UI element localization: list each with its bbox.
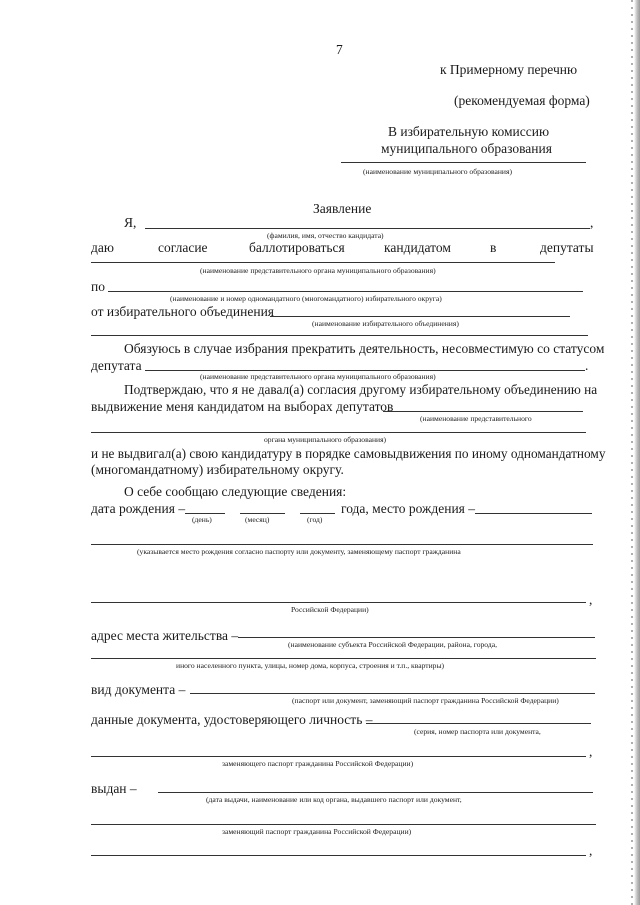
organ-hint: (наименование представительного органа муниципального образования) (200, 266, 436, 275)
issued-blank-2[interactable] (91, 824, 596, 825)
birthplace-hint-a: (указывается место рождения согласно паспорту или документу, заменяющему паспорт гражданина (137, 547, 461, 556)
addressee-hint: (наименование муниципального образования) (363, 167, 512, 176)
pledge-hint: (наименование представительного органа муниципального образования) (200, 372, 436, 381)
address-hint-a: (наименование субъекта Российской Федерации, района, города, (288, 640, 497, 649)
confirm-line-4: (многомандатному) избирательному округу. (91, 462, 344, 477)
form-title: Заявление (313, 201, 372, 216)
dob-year-blank[interactable] (300, 513, 335, 514)
association-label: от избирательного объединения (91, 304, 275, 319)
issued-hint-a: (дата выдачи, наименование или код органа, выдавшего паспорт или документ, (206, 795, 462, 804)
confirm-blank-2[interactable] (91, 432, 586, 433)
birthplace-blank-2[interactable] (91, 544, 593, 545)
organ-blank[interactable] (91, 262, 555, 263)
confirm-line-3: и не выдвигал(а) свою кандидатуру в порядке самовыдвижения по иному одномандатному (91, 446, 606, 461)
confirm-hint-a: (наименование представительного (420, 414, 532, 423)
dob-day-blank[interactable] (185, 513, 225, 514)
okrug-hint: (наименование и номер одномандатного (многомандатного) избирательного округа) (170, 294, 442, 303)
doc-type-blank[interactable] (190, 693, 595, 694)
okrug-blank[interactable] (108, 291, 583, 292)
address-hint-b: иного населенного пункта, улицы, номер дома, корпуса, строения и т.п., квартиры) (176, 661, 445, 670)
address-label: адрес места жительства – (91, 628, 239, 643)
birthplace-blank[interactable] (475, 513, 592, 514)
issued-comma: , (589, 843, 593, 858)
issued-blank[interactable] (158, 792, 593, 793)
scan-edge-dots (631, 0, 633, 905)
doc-data-blank[interactable] (366, 723, 591, 724)
about-intro: О себе сообщаю следующие сведения: (124, 484, 347, 499)
address-blank-2[interactable] (91, 658, 596, 659)
dob-label: дата рождения – (91, 501, 186, 516)
issued-label: выдан – (91, 781, 137, 796)
doc-data-hint-b: заменяющего паспорт гражданина Российской Федерации) (222, 759, 414, 768)
po-label: по (91, 279, 105, 294)
doc-type-hint: (паспорт или документ, заменяющий паспорт гражданина Российской Федерации) (292, 696, 559, 705)
pledge-line-1: Обязуюсь в случае избрания прекратить деятельность, несовместимую со статусом (124, 341, 605, 356)
consent-word: в (490, 240, 497, 255)
address-blank[interactable] (238, 637, 595, 638)
pledge-end: . (585, 358, 589, 373)
ya-label: Я, (124, 215, 137, 230)
association-blank[interactable] (270, 316, 570, 317)
pledge-blank[interactable] (145, 370, 585, 371)
birthplace-hint-b: Российской Федерации) (291, 605, 369, 614)
doc-data-label: данные документа, удостоверяющего личность – (91, 712, 373, 727)
year-hint: (год) (307, 515, 323, 524)
pledge-label: депутата (91, 358, 142, 373)
birthplace-label: года, место рождения – (341, 501, 476, 516)
scan-edge-shadow (634, 0, 640, 905)
consent-word: депутаты (540, 240, 594, 255)
confirm-line-2: выдвижение меня кандидатом на выборах депутатов (91, 399, 394, 414)
birthplace-blank-3[interactable] (91, 602, 586, 603)
fio-hint: (фамилия, имя, отчество кандидата) (267, 231, 384, 240)
association-hint: (наименование избирательного объединения) (312, 319, 459, 328)
doc-type-label: вид документа – (91, 682, 186, 697)
consent-word: даю (91, 240, 114, 255)
form-type: (рекомендуемая форма) (454, 93, 590, 108)
consent-word: баллотироваться (249, 240, 345, 255)
confirm-hint-b: органа муниципального образования) (264, 435, 387, 444)
confirm-blank[interactable] (383, 411, 583, 412)
doc-data-comma: , (589, 744, 593, 759)
addressee-line-1: В избирательную комиссию (388, 124, 550, 139)
page-number: 7 (336, 42, 343, 57)
birthplace-comma: , (589, 592, 593, 607)
day-hint: (день) (192, 515, 212, 524)
issued-hint-b: заменяющий паспорт гражданина Российской Федерации) (222, 827, 412, 836)
confirm-line-1: Подтверждаю, что я не давал(а) согласия другому избирательному объединению на (124, 382, 598, 397)
association-blank-2[interactable] (91, 335, 588, 336)
issued-blank-3[interactable] (91, 855, 586, 856)
doc-data-hint-a: (серия, номер паспорта или документа, (414, 727, 541, 736)
doc-data-blank-2[interactable] (91, 756, 586, 757)
addressee-line-2: муниципального образования (381, 141, 552, 156)
addressee-blank[interactable] (341, 162, 586, 163)
consent-word: кандидатом (384, 240, 451, 255)
appendix-note: к Примерному перечню (440, 62, 578, 77)
month-hint: (месяц) (245, 515, 270, 524)
dob-month-blank[interactable] (240, 513, 285, 514)
fio-blank[interactable] (145, 228, 590, 229)
consent-word: согласие (158, 240, 208, 255)
